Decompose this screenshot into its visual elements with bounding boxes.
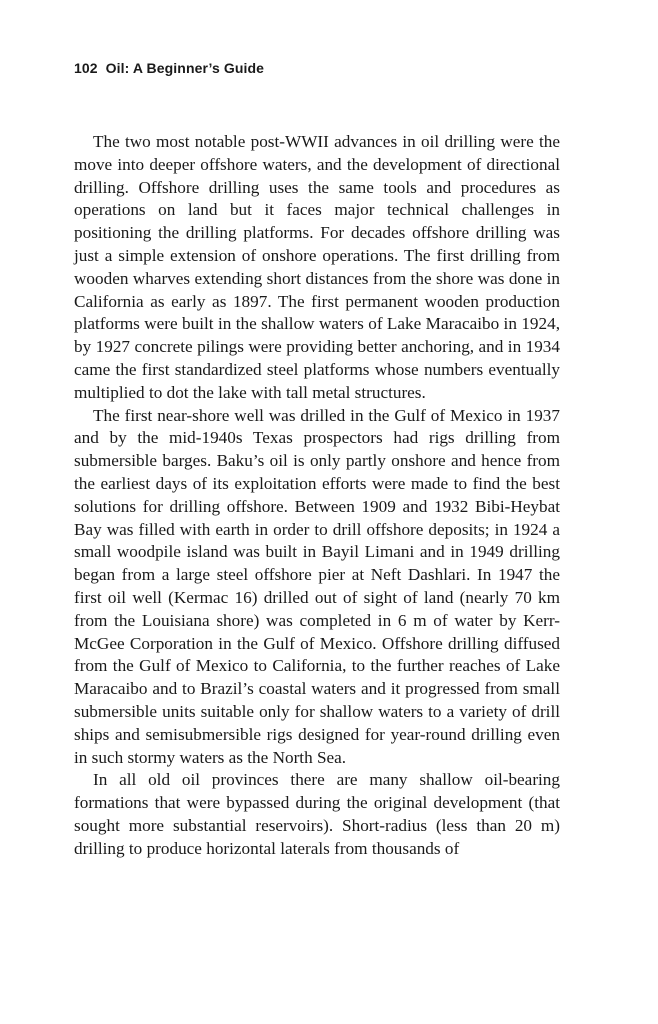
- running-header: [74, 60, 264, 76]
- body-text: [74, 131, 560, 861]
- book-title: Oil: A Beginner’s Guide: [105, 60, 265, 76]
- paragraph-offshore-history: The two most notable post-WWII advances in oil drilling were the move into deeper offshore waters, and the development of directional drilling. Offshore drilling uses the same tools and procedures as operations on land but it faces major technical challenges in positioning the drilling platforms. For decades offshore drilling was just a simple extension of onshore operations. The first drilling from wooden wharves extending short distances from the shore was done in California as early as 1897. The first permanent wooden production platforms were built in the shallow waters of Lake Maracaibo in 1924, by 1927 concrete pilings were providing better anchoring, and in 1934 came the first standardized steel platforms whose numbers eventually multiplied to dot the lake with tall metal structures.: [74, 132, 560, 402]
- page-number: 102: [74, 60, 98, 76]
- paragraph-gulf-of-mexico: The first near-shore well was drilled in the Gulf of Mexico in 1937 and by the mid-1940s Texas prospectors had rigs drilling from submersible barges. Baku’s oil is only partly onshore and hence from the earliest days of its exploitation efforts were made to find the best solutions for drilling offshore. Between 1909 and 1932 Bibi-Heybat Bay was filled with earth in order to drill offshore deposits; in 1924 a small woodpile island was built in Bayil Limani and in 1949 drilling began from a large steel offshore pier at Neft Dashlari. In 1947 the first oil well (Kermac 16) drilled out of sight of land (nearly 70 km from the Louisiana shore) was completed in 6 m of water by Kerr-McGee Corporation in the Gulf of Mexico. Offshore drilling diffused from the Gulf of Mexico to California, to the further reaches of Lake Maracaibo and to Brazil’s coastal waters and it progressed from small submersible units suitable only for shallow waters to a variety of drill ships and semisubmersible rigs designed for year-round drilling even in such stormy waters as the North Sea.: [74, 405, 560, 767]
- paragraph-old-oil-provinces: In all old oil provinces there are many shallow oil-bearing formations that were bypassed during the original development (that sought more substantial reservoirs). Short-radius (less than 20 m) drilling to produce horizontal laterals from thousands of: [74, 770, 560, 858]
